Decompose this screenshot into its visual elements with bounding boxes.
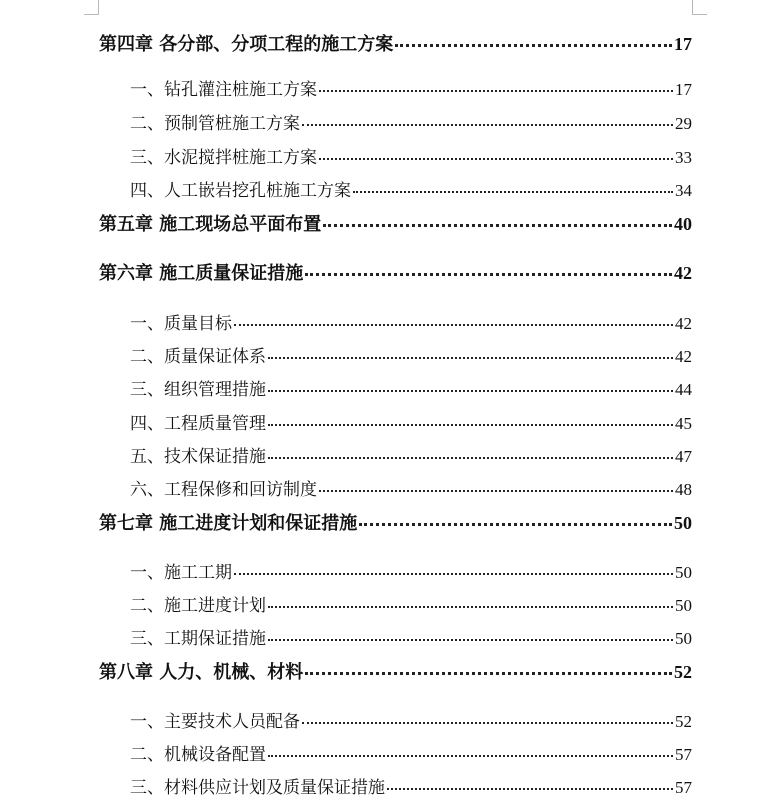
toc-entry-title: 一、钻孔灌注桩施工方案 [130,80,317,100]
toc-page-number: 33 [675,148,692,167]
toc-page-number: 42 [675,347,692,366]
toc-leader-dots [302,123,673,126]
toc-leader-dots [268,356,673,359]
toc-leader-dots [319,489,673,492]
toc-chapter-7[interactable] [99,509,692,535]
toc-page-number: 52 [675,712,692,731]
toc-entry-title: 二、预制管桩施工方案 [130,114,300,134]
toc-leader-dots [305,671,672,675]
toc-page-number: 34 [675,181,692,200]
toc-page-number: 50 [675,596,692,615]
toc-section[interactable] [130,624,692,649]
toc-entry-title: 第五章 施工现场总平面布置 [99,214,322,235]
toc-entry-title: 五、技术保证措施 [130,447,266,467]
toc-leader-dots [323,223,672,227]
toc-leader-dots [268,456,673,459]
toc-entry-title: 第七章 施工进度计划和保证措施 [99,513,358,534]
toc-entry-title: 三、组织管理措施 [130,380,266,400]
toc-entry-title: 六、工程保修和回访制度 [130,480,317,500]
toc-page-number: 48 [675,480,692,499]
toc-entry-title: 二、施工进度计划 [130,596,266,616]
toc-entry-title: 一、施工工期 [130,563,232,583]
toc-entry-title: 第六章 施工质量保证措施 [99,263,304,284]
toc-section[interactable] [130,591,692,616]
toc-section[interactable] [130,707,692,732]
toc-page-number: 42 [674,263,692,283]
toc-page-number: 29 [675,114,692,133]
toc-page-number: 50 [675,629,692,648]
toc-section[interactable] [130,342,692,367]
toc-page-number: 47 [675,447,692,466]
crop-mark-left [84,0,99,15]
toc-section[interactable] [130,75,692,100]
toc-entry-title: 三、材料供应计划及质量保证措施 [130,778,385,798]
toc-leader-dots [268,423,673,426]
toc-page-number: 57 [675,778,692,797]
toc-entry-title: 二、质量保证体系 [130,347,266,367]
toc-section[interactable] [130,143,692,168]
toc-leader-dots [395,43,672,47]
toc-page-number: 40 [674,214,692,234]
toc-section[interactable] [130,109,692,134]
toc-entry-title: 一、质量目标 [130,314,232,334]
toc-entry-title: 一、主要技术人员配备 [130,712,300,732]
toc-page-number: 44 [675,380,692,399]
toc-leader-dots [268,638,673,641]
toc-section[interactable] [130,442,692,467]
toc-leader-dots [302,721,673,724]
toc-section[interactable] [130,375,692,400]
toc-chapter-6[interactable] [99,259,692,285]
toc-entry-title: 二、机械设备配置 [130,745,266,765]
toc-page-number: 57 [675,745,692,764]
toc-page-number: 50 [674,513,692,533]
toc-section[interactable] [130,740,692,765]
toc-section[interactable] [130,558,692,583]
toc-leader-dots [353,190,673,193]
toc-chapter-8[interactable] [99,658,692,684]
toc-leader-dots [234,572,673,575]
toc-section[interactable] [130,309,692,334]
toc-leader-dots [319,89,673,92]
toc-leader-dots [268,389,673,392]
toc-page-number: 17 [674,34,692,54]
toc-page-number: 52 [674,662,692,682]
toc-section[interactable] [130,409,692,434]
toc-chapter-5[interactable] [99,210,692,236]
toc-entry-title: 四、人工嵌岩挖孔桩施工方案 [130,181,351,201]
toc-page-number: 50 [675,563,692,582]
toc-leader-dots [234,323,673,326]
toc-leader-dots [305,272,672,276]
toc-leader-dots [268,754,673,757]
toc-leader-dots [268,605,673,608]
toc-chapter-4[interactable] [99,30,692,56]
toc-leader-dots [319,157,673,160]
crop-mark-right [692,0,707,15]
toc-section[interactable] [130,176,692,201]
toc-page-number: 42 [675,314,692,333]
toc-entry-title: 三、工期保证措施 [130,629,266,649]
toc-page-number: 45 [675,414,692,433]
toc-entry-title: 第八章 人力、机械、材料 [99,662,304,683]
toc-section[interactable] [130,773,692,798]
toc-entry-title: 第四章 各分部、分项工程的施工方案 [99,34,394,55]
toc-leader-dots [359,522,672,526]
toc-entry-title: 三、水泥搅拌桩施工方案 [130,148,317,168]
toc-entry-title: 四、工程质量管理 [130,414,266,434]
toc-page-number: 17 [675,80,692,99]
toc-section[interactable] [130,475,692,500]
toc-leader-dots [387,787,673,790]
